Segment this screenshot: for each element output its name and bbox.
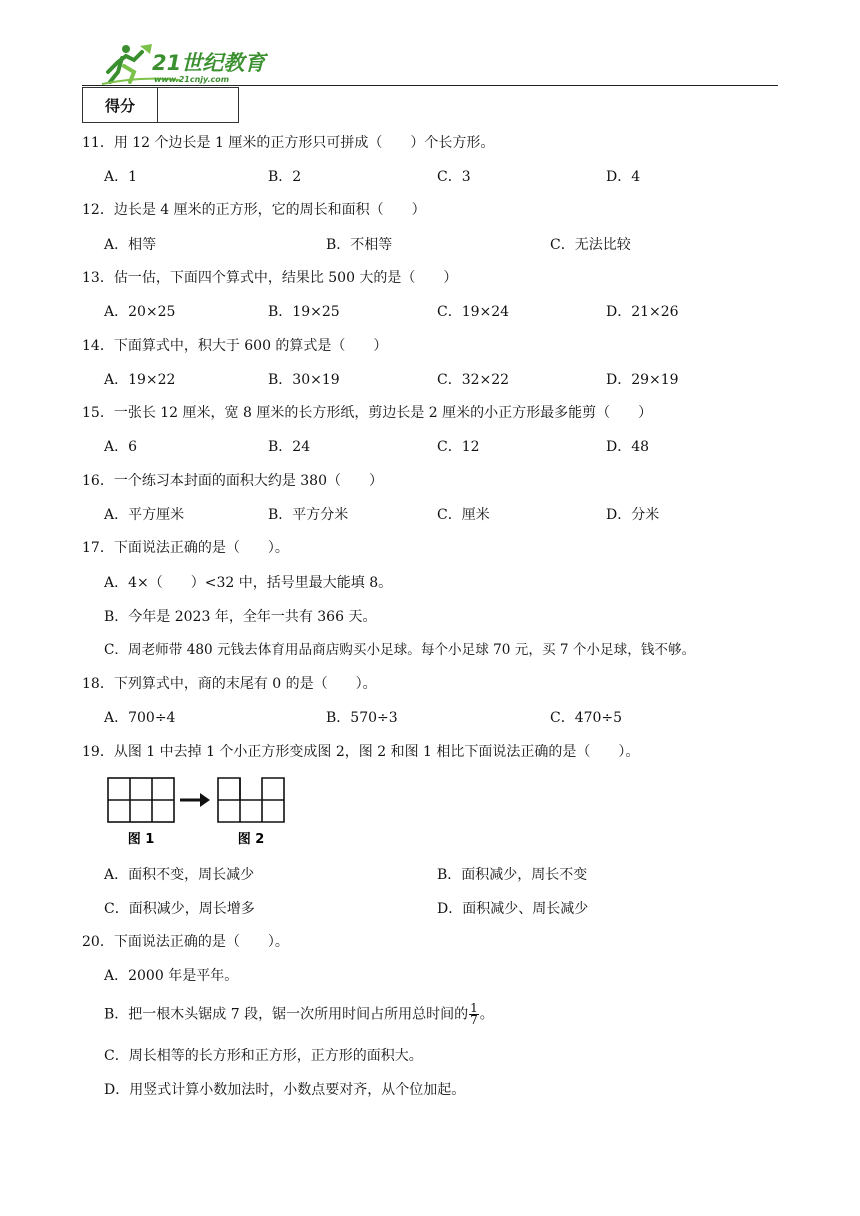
q14-option-d[interactable]: D．29×19 [606,372,679,388]
q20-option-b-text: B．把一根木头锯成 7 段，锯一次所用时间占所用总时间的 [104,1006,469,1023]
q13-option-a[interactable]: A．20×25 [104,304,176,320]
q16-option-a[interactable]: A．平方厘米 [104,507,185,523]
q15-option-a[interactable]: A．6 [104,439,138,455]
figure-1-grid [108,778,174,822]
fraction [469,1003,479,1026]
q16-option-b[interactable]: B．平方分米 [268,507,349,523]
q19-option-d[interactable]: D．面积减少、周长减少 [437,901,589,917]
q13-option-b[interactable]: B．19×25 [268,304,340,320]
q13-option-d[interactable]: D．21×26 [606,304,679,320]
q19-option-b[interactable]: B．面积减少，周长不变 [437,867,588,883]
q19-figure [106,776,286,848]
q17-option-a[interactable]: A．4×（ ）<32 中，括号里最大能填 8。 [104,575,393,591]
question-18: 18．下列算式中，商的末尾有 0 的是（ ）。 [82,676,377,692]
q11-option-a[interactable]: A．1 [104,169,138,185]
score-box [82,87,239,123]
site-logo [100,42,275,86]
q17-option-b[interactable]: B．今年是 2023 年，全年一共有 366 天。 [104,609,377,625]
q16-option-c[interactable]: C．厘米 [437,507,490,523]
arrow-right-icon [180,793,210,807]
header-rule [82,85,778,86]
score-label: 得分 [83,88,158,123]
q20-option-c[interactable]: C．周长相等的长方形和正方形，正方形的面积大。 [104,1048,423,1064]
question-20: 20．下面说法正确的是（ ）。 [82,934,289,950]
q20-option-a[interactable]: A．2000 年是平年。 [104,968,239,984]
q13-option-c[interactable]: C．19×24 [437,304,510,320]
question-16: 16．一个练习本封面的面积大约是 380（ ） [82,473,383,489]
question-12: 12．边长是 4 厘米的正方形，它的周长和面积（ ） [82,202,426,218]
figure-2-grid [218,778,284,822]
figure-2-label: 图 2 [237,832,265,847]
q20-option-d[interactable]: D．用竖式计算小数加法时，小数点要对齐，从个位加起。 [104,1082,466,1098]
q15-option-c[interactable]: C．12 [437,439,480,455]
q16-option-d[interactable]: D．分米 [606,507,660,523]
q15-option-d[interactable]: D．48 [606,439,650,455]
q12-option-b[interactable]: B．不相等 [326,237,393,253]
q18-option-a[interactable]: A．700÷4 [104,710,176,726]
q20-option-b-suffix: 。 [479,1006,494,1023]
q11-option-c[interactable]: C．3 [437,169,471,185]
question-14: 14．下面算式中，积大于 600 的算式是（ ） [82,338,388,354]
q12-option-a[interactable]: A．相等 [104,237,157,253]
q14-option-b[interactable]: B．30×19 [268,372,340,388]
q19-option-c[interactable]: C．面积减少，周长增多 [104,901,255,917]
figure-1-label: 图 1 [127,832,155,847]
question-15: 15．一张长 12 厘米，宽 8 厘米的长方形纸，剪边长是 2 厘米的小正方形最多能剪（ ） [82,405,653,421]
logo-text: 21世纪教育 [152,51,266,75]
q12-option-c[interactable]: C．无法比较 [550,237,631,253]
q15-option-b[interactable]: B．24 [268,439,311,455]
question-11: 11．用 12 个边长是 1 厘米的正方形只可拼成（ ）个长方形。 [82,135,495,151]
question-17: 17．下面说法正确的是（ ）。 [82,540,289,556]
q14-option-a[interactable]: A．19×22 [104,372,176,388]
q11-option-b[interactable]: B．2 [268,169,302,185]
fraction-numerator: 1 [470,1001,478,1015]
score-blank[interactable] [158,88,239,123]
q20-option-b[interactable] [104,1003,494,1026]
question-13: 13．估一估，下面四个算式中，结果比 500 大的是（ ） [82,270,458,286]
logo-subtext: www.21cnjy.com [154,75,230,84]
question-19: 19．从图 1 中去掉 1 个小正方形变成图 2，图 2 和图 1 相比下面说法正确的是（ ）。 [82,744,640,760]
q17-option-c[interactable]: C．周老师带 480 元钱去体育用品商店购买小足球。每个小足球 70 元，买 7 个小足球，钱不够。 [104,642,696,658]
fraction-denominator: 7 [470,1013,478,1027]
q18-option-b[interactable]: B．570÷3 [326,710,398,726]
q18-option-c[interactable]: C．470÷5 [550,710,623,726]
q11-option-d[interactable]: D．4 [606,169,641,185]
q19-option-a[interactable]: A．面积不变，周长减少 [104,867,255,883]
q14-option-c[interactable]: C．32×22 [437,372,510,388]
